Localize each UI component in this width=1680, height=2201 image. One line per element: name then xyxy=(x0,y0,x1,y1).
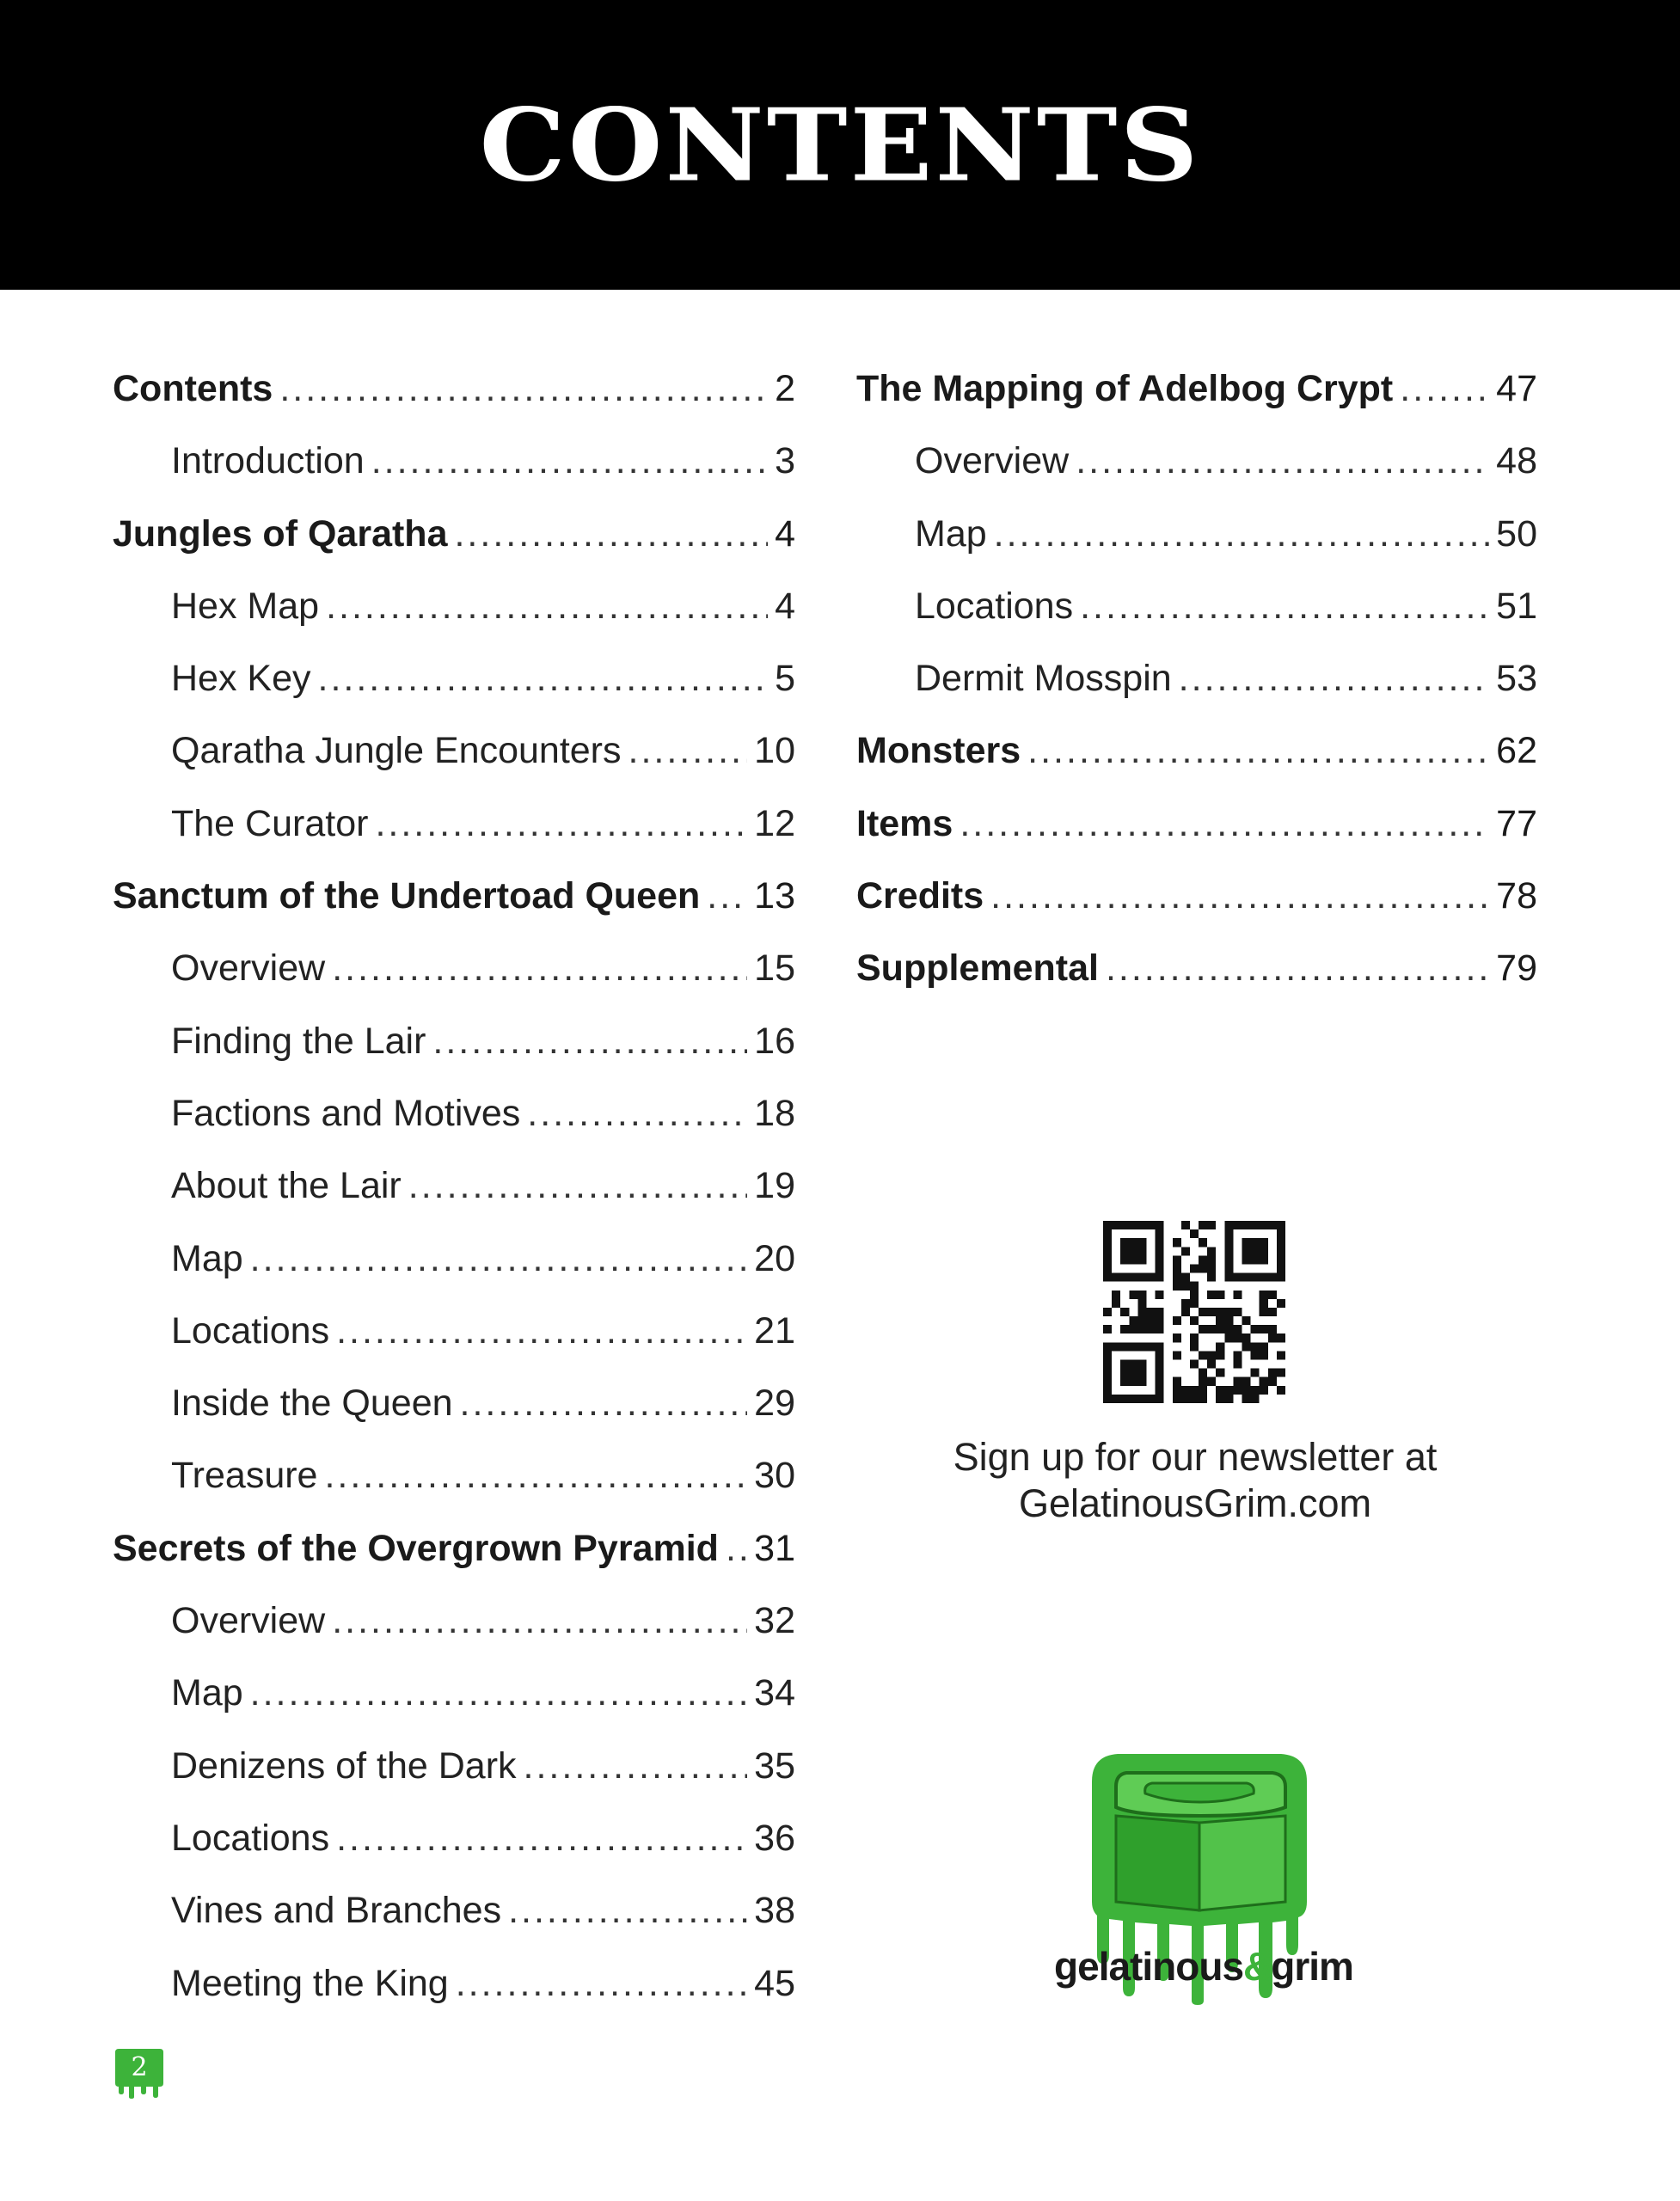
toc-dot-leader xyxy=(371,425,768,497)
toc-dot-leader xyxy=(990,860,1489,932)
toc-left-column xyxy=(113,353,795,2020)
toc-dot-leader xyxy=(456,1947,747,2020)
toc-dot-leader xyxy=(318,642,769,714)
toc-entry-page: 77 xyxy=(1496,802,1537,844)
toc-entry-label: Overview xyxy=(171,947,326,990)
toc-dot-leader xyxy=(527,1077,747,1150)
toc-subsection-entry[interactable] xyxy=(113,1223,795,1295)
toc-dot-leader xyxy=(1076,425,1489,497)
toc-entry-page: 3 xyxy=(775,440,795,482)
toc-section-entry[interactable] xyxy=(856,714,1537,787)
toc-dot-leader xyxy=(460,1367,748,1439)
toc-entry-label: The Curator xyxy=(171,802,369,844)
toc-dot-leader xyxy=(1400,353,1489,425)
toc-entry-page: 35 xyxy=(754,1744,795,1787)
toc-subsection-entry[interactable] xyxy=(113,1802,795,1874)
toc-dot-leader xyxy=(726,1512,747,1585)
toc-entry-page: 15 xyxy=(754,947,795,990)
brand-part-2: grim xyxy=(1271,1944,1353,1989)
toc-entry-label: Contents xyxy=(113,368,273,409)
toc-entry-label: Secrets of the Overgrown Pyramid xyxy=(113,1527,719,1569)
toc-entry-page: 5 xyxy=(775,658,795,700)
newsletter-signup xyxy=(903,1434,1487,1527)
toc-subsection-entry[interactable] xyxy=(113,570,795,642)
toc-subsection-entry[interactable] xyxy=(113,1367,795,1439)
toc-subsection-entry[interactable] xyxy=(113,1657,795,1729)
toc-entry-label: Vines and Branches xyxy=(171,1890,502,1932)
toc-entry-label: Map xyxy=(171,1672,243,1714)
toc-entry-page: 31 xyxy=(754,1527,795,1569)
toc-right-column xyxy=(856,353,1537,1005)
toc-entry-label: Denizens of the Dark xyxy=(171,1744,517,1787)
toc-subsection-entry[interactable] xyxy=(113,1439,795,1511)
toc-dot-leader xyxy=(324,1439,747,1511)
toc-dot-leader xyxy=(508,1874,747,1947)
toc-entry-label: Inside the Queen xyxy=(171,1383,453,1425)
toc-entry-label: Map xyxy=(171,1237,243,1279)
toc-entry-page: 13 xyxy=(754,875,795,917)
toc-subsection-entry[interactable] xyxy=(113,1150,795,1222)
toc-dot-leader xyxy=(707,860,747,932)
toc-subsection-entry[interactable] xyxy=(113,1295,795,1367)
toc-dot-leader xyxy=(375,788,747,860)
newsletter-line-1: Sign up for our newsletter at xyxy=(953,1435,1438,1479)
toc-entry-page: 47 xyxy=(1496,368,1537,409)
toc-subsection-entry[interactable] xyxy=(856,642,1537,714)
toc-subsection-entry[interactable] xyxy=(856,498,1537,570)
toc-entry-label: Supplemental xyxy=(856,947,1099,990)
toc-entry-page: 21 xyxy=(754,1309,795,1352)
toc-dot-leader xyxy=(250,1657,748,1729)
toc-subsection-entry[interactable] xyxy=(113,1005,795,1077)
toc-entry-label: Jungles of Qaratha xyxy=(113,512,448,555)
toc-dot-leader xyxy=(408,1150,747,1222)
toc-entry-page: 4 xyxy=(775,512,795,555)
brand-ampersand: & xyxy=(1243,1944,1272,1989)
toc-subsection-entry[interactable] xyxy=(856,570,1537,642)
page-header xyxy=(0,0,1680,290)
toc-section-entry[interactable] xyxy=(113,353,795,425)
toc-section-entry[interactable] xyxy=(856,860,1537,932)
toc-entry-page: 10 xyxy=(754,730,795,772)
toc-dot-leader xyxy=(332,1585,747,1657)
toc-dot-leader xyxy=(336,1802,747,1874)
toc-dot-leader xyxy=(326,570,768,642)
toc-dot-leader xyxy=(250,1223,748,1295)
toc-section-entry[interactable] xyxy=(856,932,1537,1004)
toc-entry-page: 78 xyxy=(1496,875,1537,917)
toc-entry-label: Finding the Lair xyxy=(171,1020,426,1062)
toc-entry-page: 29 xyxy=(754,1383,795,1425)
toc-entry-page: 53 xyxy=(1496,658,1537,700)
toc-entry-page: 32 xyxy=(754,1600,795,1642)
toc-subsection-entry[interactable] xyxy=(113,1947,795,2020)
toc-dot-leader xyxy=(332,932,747,1004)
toc-entry-page: 4 xyxy=(775,585,795,627)
toc-dot-leader xyxy=(1027,714,1489,787)
qr-code-icon xyxy=(1103,1221,1285,1403)
toc-entry-label: Overview xyxy=(915,440,1070,482)
toc-entry-page: 12 xyxy=(754,802,795,844)
toc-entry-page: 50 xyxy=(1496,512,1537,555)
toc-subsection-entry[interactable] xyxy=(113,1874,795,1947)
toc-entry-label: Qaratha Jungle Encounters xyxy=(171,730,622,772)
toc-subsection-entry[interactable] xyxy=(113,425,795,497)
toc-dot-leader xyxy=(279,353,768,425)
toc-entry-page: 79 xyxy=(1496,947,1537,990)
toc-subsection-entry[interactable] xyxy=(856,425,1537,497)
toc-entry-label: Locations xyxy=(915,585,1074,627)
brand-wordmark xyxy=(1015,1943,1393,1989)
toc-section-entry[interactable] xyxy=(856,788,1537,860)
toc-dot-leader xyxy=(1179,642,1489,714)
toc-entry-label: Hex Map xyxy=(171,585,320,627)
toc-entry-label: Factions and Motives xyxy=(171,1092,521,1134)
toc-dot-leader xyxy=(960,788,1489,860)
toc-subsection-entry[interactable] xyxy=(113,1730,795,1802)
toc-entry-page: 45 xyxy=(754,1962,795,2004)
toc-entry-page: 19 xyxy=(754,1165,795,1207)
toc-entry-label: Map xyxy=(915,512,987,555)
toc-entry-page: 34 xyxy=(754,1672,795,1714)
toc-dot-leader xyxy=(994,498,1490,570)
toc-subsection-entry[interactable] xyxy=(113,714,795,787)
toc-entry-page: 18 xyxy=(754,1092,795,1134)
toc-dot-leader xyxy=(1106,932,1489,1004)
brand-part-1: gelatinous xyxy=(1054,1944,1244,1989)
toc-section-entry[interactable] xyxy=(113,498,795,570)
toc-entry-page: 51 xyxy=(1496,585,1537,627)
toc-entry-label: Locations xyxy=(171,1817,330,1859)
toc-entry-label: Treasure xyxy=(171,1455,318,1497)
toc-dot-leader xyxy=(524,1730,748,1802)
toc-dot-leader xyxy=(454,498,768,570)
toc-dot-leader xyxy=(1080,570,1489,642)
toc-section-entry[interactable] xyxy=(113,860,795,932)
newsletter-url[interactable]: GelatinousGrim.com xyxy=(1018,1481,1372,1525)
toc-entry-page: 48 xyxy=(1496,440,1537,482)
toc-entry-page: 62 xyxy=(1496,730,1537,772)
toc-entry-page: 30 xyxy=(754,1455,795,1497)
toc-entry-label: Locations xyxy=(171,1309,330,1352)
toc-entry-page: 38 xyxy=(754,1890,795,1932)
page-title: CONTENTS xyxy=(479,86,1201,204)
toc-entry-label: Meeting the King xyxy=(171,1962,449,2004)
toc-subsection-entry[interactable] xyxy=(113,1585,795,1657)
toc-dot-leader xyxy=(432,1005,747,1077)
toc-entry-label: Monsters xyxy=(856,730,1021,772)
toc-subsection-entry[interactable] xyxy=(113,932,795,1004)
toc-entry-page: 36 xyxy=(754,1817,795,1859)
page-number: 2 xyxy=(131,2052,148,2082)
toc-subsection-entry[interactable] xyxy=(113,788,795,860)
toc-entry-label: Dermit Mosspin xyxy=(915,658,1172,700)
toc-entry-page: 20 xyxy=(754,1237,795,1279)
page-number-badge xyxy=(115,2049,163,2099)
toc-dot-leader xyxy=(336,1295,747,1367)
toc-entry-label: Overview xyxy=(171,1600,326,1642)
toc-entry-label: Credits xyxy=(856,875,984,917)
toc-subsection-entry[interactable] xyxy=(113,1077,795,1150)
toc-entry-page: 2 xyxy=(775,368,795,409)
toc-entry-label: Sanctum of the Undertoad Queen xyxy=(113,875,701,917)
toc-subsection-entry[interactable] xyxy=(113,642,795,714)
toc-dot-leader xyxy=(628,714,748,787)
toc-entry-page: 16 xyxy=(754,1020,795,1062)
toc-entry-label: The Mapping of Adelbog Crypt xyxy=(856,368,1394,409)
toc-section-entry[interactable] xyxy=(856,353,1537,425)
toc-entry-label: Hex Key xyxy=(171,658,311,700)
toc-entry-label: About the Lair xyxy=(171,1165,402,1207)
toc-entry-label: Introduction xyxy=(171,440,365,482)
toc-entry-label: Items xyxy=(856,802,953,844)
toc-section-entry[interactable] xyxy=(113,1512,795,1585)
